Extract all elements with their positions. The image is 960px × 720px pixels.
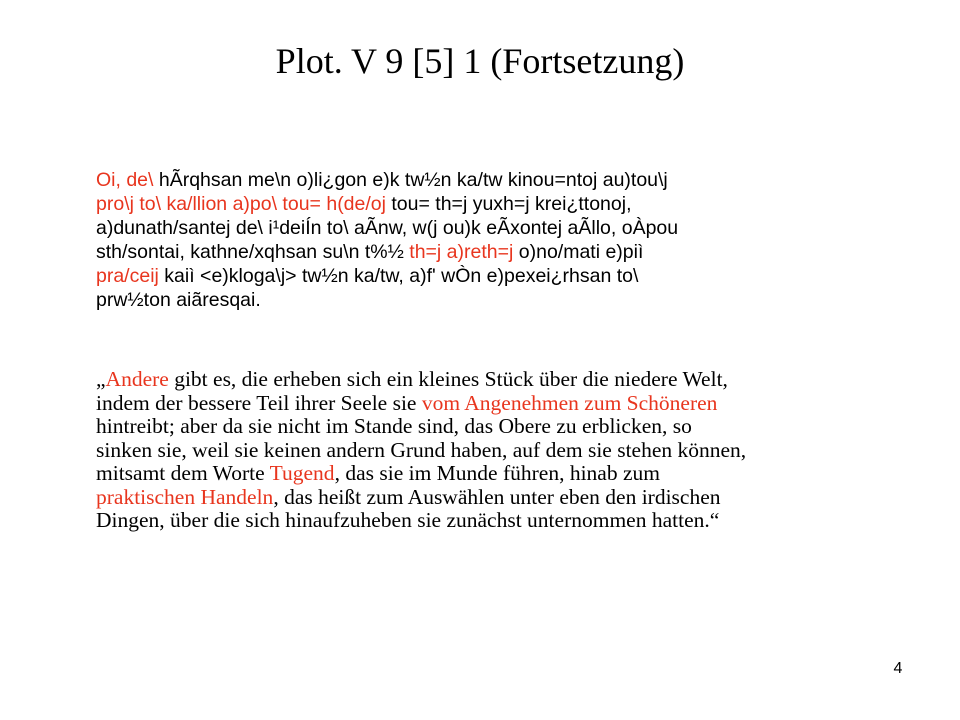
highlighted-text: vom Angenehmen zum Schöneren [421, 390, 718, 415]
text-segment: gibt es, die erheben sich ein kleines Stück über die niedere Welt, [168, 367, 728, 391]
text-segment: , das sie im Munde führen, hinab zum [334, 461, 660, 485]
highlighted-text: pro\j to\ ka/llion a)po\ tou= h(de/oj [96, 193, 386, 215]
text-segment: a)dunath/santej de\ i¹deiÍn to\ aÃnw, w(j ou)k eÃxontej aÃllo, oÀpou [96, 217, 679, 239]
german-line [96, 462, 916, 486]
text-segment: mitsamt dem Worte [96, 461, 270, 485]
german-line [96, 486, 916, 510]
highlighted-text: Oi, de\ [96, 169, 154, 191]
text-segment: hÃrqhsan me\n o)li¿gon e)k tw½n ka/tw kinou=ntoj au)tou\j [153, 169, 668, 191]
text-segment: , das heißt zum Auswählen unter eben den irdischen [273, 484, 721, 509]
german-line [96, 439, 916, 463]
greek-line [96, 240, 896, 264]
german-translation [96, 368, 916, 533]
german-line [96, 392, 916, 416]
german-line [96, 509, 916, 533]
german-line [96, 415, 916, 439]
text-segment: kaiì <e)kloga\j> tw½n ka/tw, a)f' wÒn e)pexei¿rhsan to\ [158, 265, 639, 287]
text-segment: sinken sie, weil sie keinen andern Grund haben, auf dem sie stehen können, [96, 437, 747, 462]
highlighted-text: praktischen Handeln [96, 484, 274, 509]
greek-line [96, 192, 896, 216]
greek-line [96, 264, 896, 288]
highlighted-text: Tugend [269, 461, 335, 485]
text-segment: hintreibt; aber da sie nicht im Stande sind, das Obere zu erblicken, so [96, 414, 692, 438]
page-number: 4 [893, 660, 903, 677]
text-segment: o)no/mati e)piì [513, 241, 644, 263]
greek-line [96, 216, 896, 240]
german-line [96, 368, 916, 392]
text-segment: indem der bessere Teil ihrer Seele sie [96, 390, 422, 415]
text-segment: Dingen, über die sich hinaufzuheben sie zunächst unternommen hatten.“ [96, 508, 720, 532]
highlighted-text: pra/ceij [96, 265, 159, 287]
text-segment: „ [96, 367, 106, 391]
slide-title: Plot. V 9 [5] 1 (Fortsetzung) [275, 41, 685, 81]
greek-line [96, 288, 896, 312]
greek-passage [96, 168, 896, 312]
text-segment: sth/sontai, kathne/xqhsan su\n t%½ [96, 241, 410, 263]
highlighted-text: th=j a)reth=j [409, 241, 514, 263]
highlighted-text: Andere [105, 367, 169, 391]
text-segment: prw½ton aiãresqai. [96, 289, 261, 311]
greek-line [96, 168, 896, 192]
text-segment: tou= th=j yuxh=j krei¿ttonoj, [385, 193, 632, 215]
